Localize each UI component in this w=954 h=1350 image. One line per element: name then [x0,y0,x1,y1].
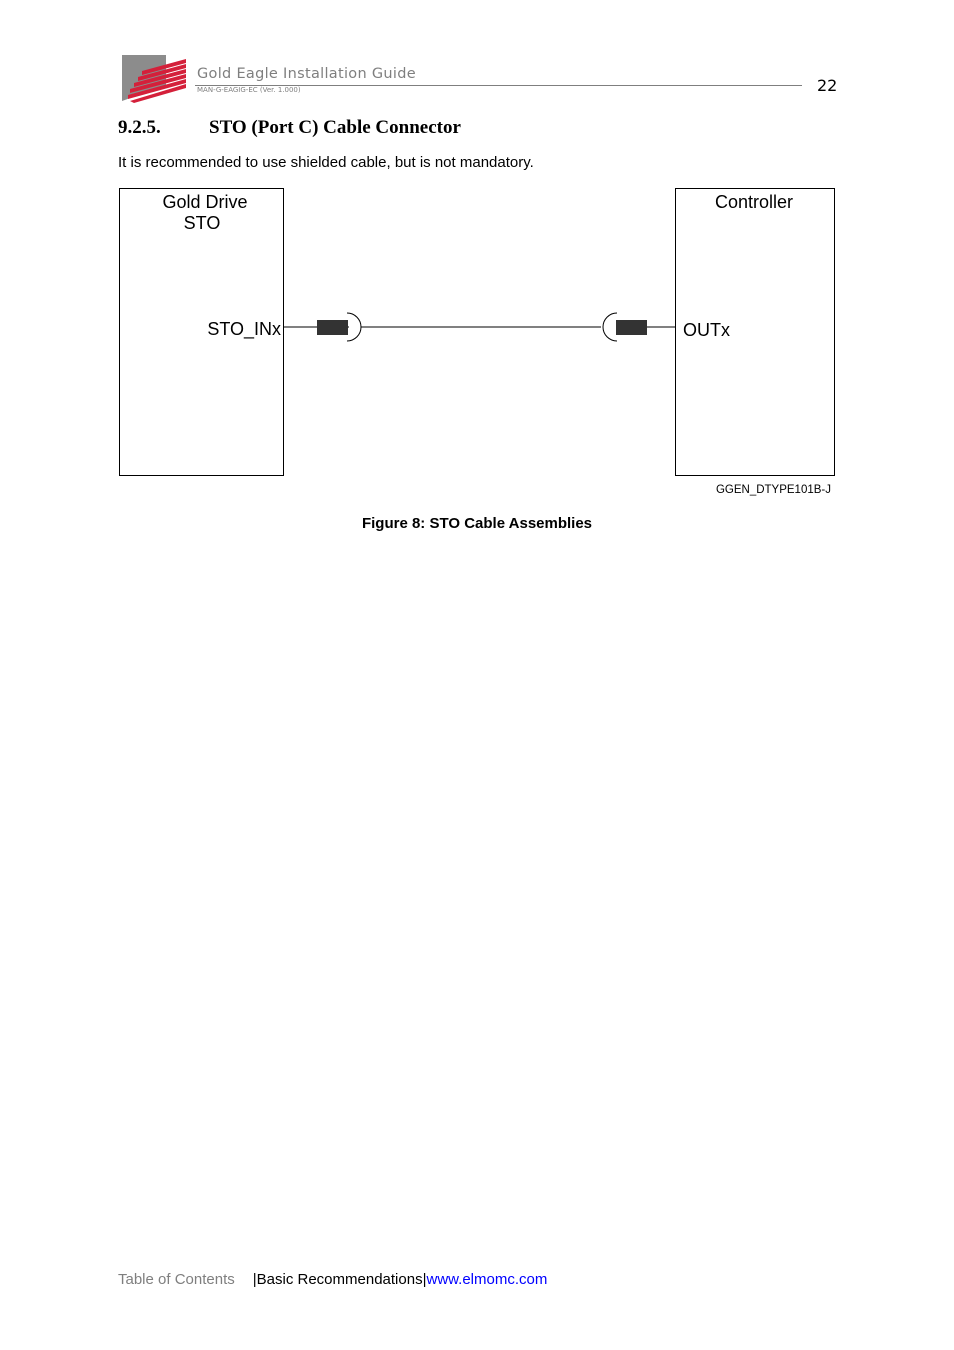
out-pin-label: OUTx [683,320,730,340]
footer-section-label: Basic Recommendations [256,1271,423,1288]
elmo-logo [120,55,188,105]
right-connector-plug [616,320,647,335]
footer-separator: | [252,1271,257,1288]
figure-id-label: GGEN_DTYPE101B-J [715,484,831,496]
intro-paragraph: It is recommended to use shielded cable, but is not mandatory. [118,154,534,171]
table-of-contents-link[interactable]: Table of Contents [118,1271,235,1288]
page-footer [118,1271,547,1288]
gold-drive-title-line2: STO [183,213,221,233]
sto-cable-diagram [118,186,838,498]
document-title: Gold Eagle Installation Guide [197,66,416,82]
left-connector-plug [317,320,348,335]
section-title: STO (Port C) Cable Connector [209,117,461,138]
website-link[interactable]: www.elmomc.com [426,1271,548,1288]
page-number: 22 [817,76,838,95]
figure-caption: Figure 8: STO Cable Assemblies [361,515,593,532]
document-code: MAN-G-EAGIG-EC (Ver. 1.000) [197,86,301,94]
controller-title: Controller [714,192,794,212]
left-connector-socket [347,313,361,341]
gold-drive-title-line1: Gold Drive [162,192,248,212]
sto-in-pin-label: STO_INx [207,319,281,339]
section-number: 9.2.5. [118,117,161,138]
right-connector-socket [603,313,617,341]
footer-separator: | [422,1271,427,1288]
